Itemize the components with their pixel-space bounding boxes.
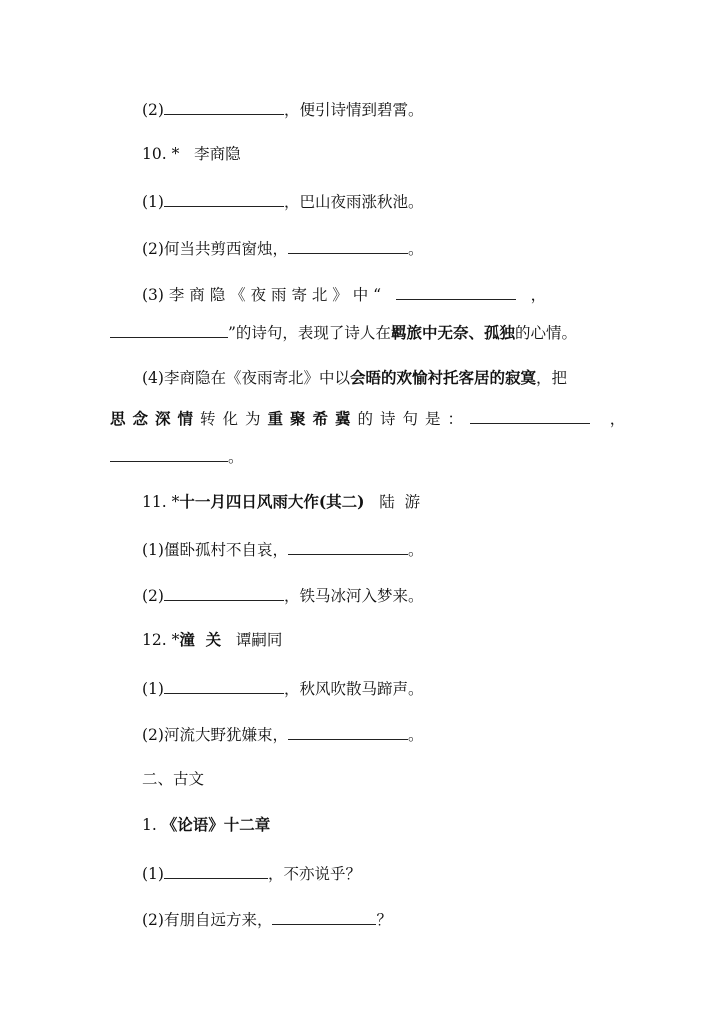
- question-heading: [142, 144, 241, 164]
- answer-line: [142, 584, 423, 606]
- emphasis-text: 重聚希冀: [267, 409, 358, 428]
- answer-blank[interactable]: [288, 723, 408, 740]
- question-number: 10. *: [142, 145, 180, 163]
- answer-line: [142, 98, 423, 120]
- poem-author: 谭嗣同: [235, 631, 283, 649]
- question-heading: [142, 630, 282, 650]
- answer-line: [142, 908, 392, 930]
- section-heading: [142, 769, 204, 789]
- answer-line: [142, 862, 361, 884]
- answer-blank[interactable]: [164, 677, 284, 694]
- line-prefix: (4)李商隐在《夜雨寄北》中以: [142, 369, 350, 387]
- answer-blank[interactable]: [110, 321, 228, 338]
- line-prefix: (2): [142, 101, 164, 119]
- answer-line: [142, 237, 423, 259]
- answer-blank[interactable]: [470, 407, 590, 424]
- line-prefix: (1): [142, 865, 164, 883]
- line-suffix: 。: [407, 541, 424, 559]
- poem-title: 潼 关: [179, 630, 222, 649]
- line-suffix: ，把: [535, 369, 567, 387]
- line-suffix: ，: [530, 286, 547, 304]
- answer-blank[interactable]: [164, 862, 268, 879]
- answer-blank[interactable]: [396, 283, 516, 300]
- line-prefix: (2)河流大野犹嫌束，: [142, 726, 288, 744]
- question-number: 12. *: [142, 631, 180, 649]
- line-suffix: ，便引诗情到碧霄。: [283, 101, 424, 119]
- poem-author: 陆 游: [379, 493, 421, 511]
- poem-title: 十一月四日风雨大作(其二): [179, 492, 365, 511]
- line-suffix: 的心情。: [514, 324, 577, 342]
- line-prefix: (1): [142, 680, 164, 698]
- answer-line: [142, 538, 423, 560]
- line-prefix: (1): [142, 193, 164, 211]
- line-text: 的诗句是：: [357, 410, 471, 428]
- line-prefix: (1)僵卧孤村不自哀，: [142, 541, 288, 559]
- section-title: 二、古文: [142, 770, 205, 788]
- answer-blank[interactable]: [272, 908, 376, 925]
- text-title: 《论语》十二章: [161, 815, 271, 834]
- emphasis-text: 会晤的欢愉衬托客居的寂寞: [349, 368, 536, 387]
- poem-author: 李商隐: [194, 145, 241, 163]
- line-suffix: 。: [407, 240, 424, 258]
- answer-line: [142, 190, 423, 212]
- answer-line: [110, 407, 625, 429]
- question-heading: [142, 815, 270, 835]
- answer-blank[interactable]: [164, 190, 284, 207]
- line-suffix: 。: [228, 448, 244, 466]
- line-prefix: (2)有朋自远方来，: [142, 911, 273, 929]
- answer-line: [110, 445, 244, 467]
- emphasis-text: 羁旅中无奈、孤独: [390, 323, 515, 342]
- question-heading: [142, 492, 420, 512]
- answer-blank[interactable]: [288, 237, 408, 254]
- question-number: 11. *: [142, 493, 180, 511]
- line-suffix: ，巴山夜雨涨秋池。: [283, 193, 424, 211]
- answer-blank[interactable]: [288, 538, 408, 555]
- answer-line: [142, 283, 546, 305]
- line-suffix: ，秋风吹散马蹄声。: [283, 680, 424, 698]
- line-suffix: ，铁马冰河入梦来。: [283, 587, 424, 605]
- line-prefix: (2)何当共剪西窗烛，: [142, 240, 288, 258]
- line-suffix: ？: [376, 911, 392, 929]
- answer-blank[interactable]: [164, 98, 284, 115]
- answer-blank[interactable]: [164, 584, 284, 601]
- answer-line: [110, 321, 577, 343]
- question-number: 1.: [142, 816, 162, 834]
- answer-line: [142, 677, 423, 699]
- line-suffix: ，不亦说乎？: [267, 865, 361, 883]
- answer-line: [142, 723, 423, 745]
- line-text: 转化为: [200, 410, 268, 428]
- line-prefix: (3) 李 商 隐 《 夜 雨 寄 北 》 中 “: [142, 286, 382, 304]
- line-prefix: (2): [142, 587, 164, 605]
- answer-blank[interactable]: [110, 445, 228, 462]
- answer-line: [142, 368, 567, 388]
- emphasis-text: 思念深情: [110, 409, 201, 428]
- line-suffix: ，: [609, 410, 626, 428]
- line-suffix: 。: [407, 726, 424, 744]
- line-text: ”的诗句，表现了诗人在: [228, 324, 391, 342]
